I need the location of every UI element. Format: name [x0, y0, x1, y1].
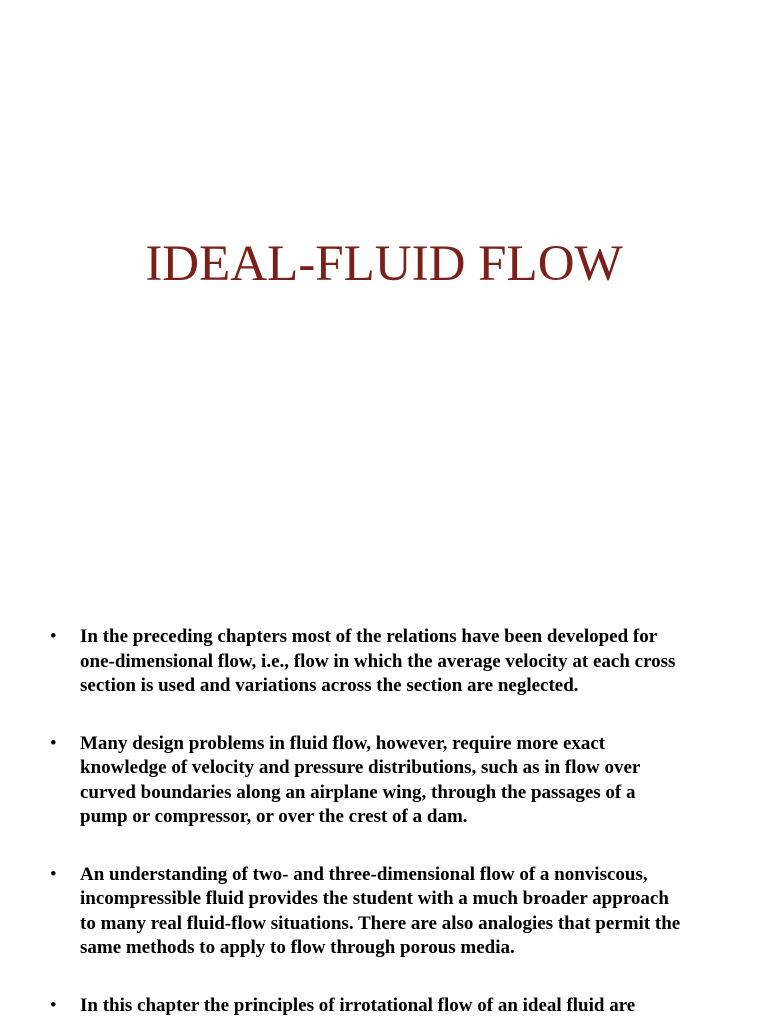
bullet-text: In the preceding chapters most of the relations have been developed for one-dimensional flow, i.e., flow in which the average velocity at each cross section is used and variations across the section are neglected. [80, 626, 676, 696]
bullet-icon: • [50, 994, 57, 1016]
bullet-icon: • [50, 863, 57, 885]
bullet-item-4 [0, 994, 768, 1019]
bullet-icon: • [50, 626, 57, 647]
bullet-item-3 [0, 863, 768, 961]
bullet-text: In this chapter the principles of irrotational flow of an ideal fluid are [80, 994, 636, 1016]
bullet-list [0, 625, 768, 1024]
bullet-text: An understanding of two- and three-dimensional flow of a nonviscous, incompressible fluid provides the student with a much broader approach to many real fluid-flow situations. There are also analogies that permit the same methods to apply to flow through porous media. [80, 863, 681, 958]
slide-title: IDEAL-FLUID FLOW [145, 236, 623, 292]
bullet-item-1 [0, 625, 768, 699]
bullet-item-2 [0, 732, 768, 830]
bullet-text: Many design problems in fluid flow, however, require more exact knowledge of velocity and pressure distributions, such as in flow over curved boundaries along an airplane wing, through the passages of a pump or compressor, or over the crest of a dam. [80, 732, 641, 827]
bullet-icon: • [50, 732, 57, 754]
